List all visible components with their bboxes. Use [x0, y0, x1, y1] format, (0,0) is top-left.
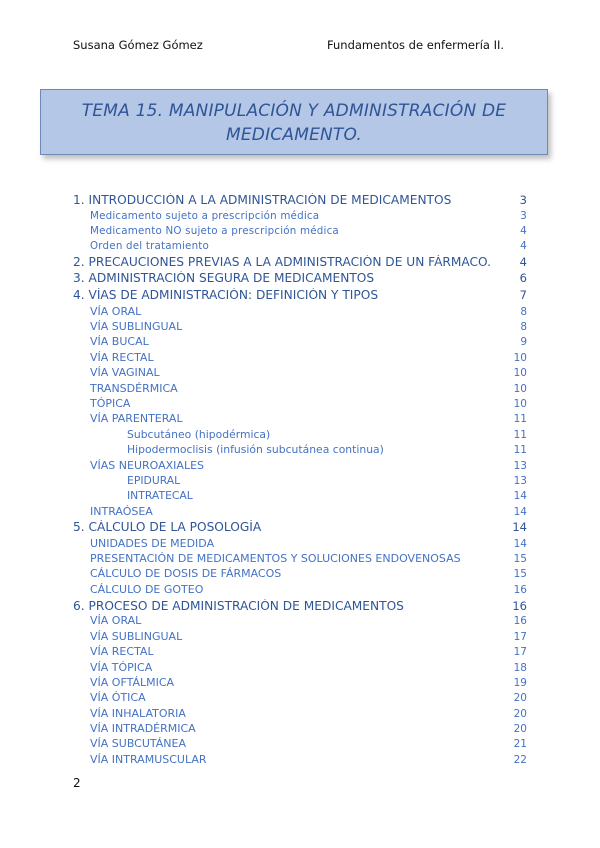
title-line-2: MEDICAMENTO. — [225, 125, 363, 145]
toc-entry-label: 6. PROCESO DE ADMINISTRACIÓN DE MEDICAMENTOS — [73, 599, 404, 613]
toc-entry-page: 13 — [513, 475, 527, 487]
toc-entry[interactable] — [127, 474, 527, 487]
toc-entry[interactable] — [90, 737, 527, 750]
toc-entry-label: VÍA ÓTICA — [90, 691, 146, 704]
toc-entry[interactable] — [90, 505, 527, 518]
toc-entry-label: VÍA RECTAL — [90, 645, 154, 658]
toc-entry-page: 9 — [520, 336, 527, 348]
toc-entry-label: VÍA PARENTERAL — [90, 412, 183, 425]
toc-entry-label: VÍA VAGINAL — [90, 366, 160, 379]
toc-entry-label: VÍA INTRADÉRMICA — [90, 722, 196, 735]
toc-entry-page: 6 — [519, 271, 527, 285]
toc-entry-label: TÓPICA — [90, 397, 131, 410]
toc-entry-page: 3 — [519, 193, 527, 207]
toc-entry-label: VÍA SUBLINGUAL — [90, 630, 183, 643]
toc-entry-label: VÍA RECTAL — [90, 351, 154, 364]
toc-entry-page: 3 — [520, 210, 527, 222]
toc-entry-page: 14 — [513, 538, 527, 550]
toc-entry[interactable] — [90, 552, 527, 565]
toc-entry-page: 15 — [513, 568, 527, 580]
toc-entry[interactable] — [90, 382, 527, 395]
toc-entry[interactable] — [90, 210, 527, 222]
toc-entry[interactable] — [127, 428, 527, 441]
toc-entry[interactable] — [73, 271, 527, 285]
toc-entry[interactable] — [90, 412, 527, 425]
toc-entry-page: 20 — [513, 708, 527, 720]
toc-entry[interactable] — [90, 691, 527, 704]
toc-entry-page: 20 — [513, 692, 527, 704]
toc-entry-page: 11 — [513, 413, 527, 425]
toc-entry-page: 19 — [513, 677, 527, 689]
toc-entry-page: 20 — [513, 723, 527, 735]
toc-entry-page: 8 — [520, 306, 527, 318]
toc-entry[interactable] — [73, 599, 527, 613]
toc-entry[interactable] — [90, 366, 527, 379]
toc-entry[interactable] — [90, 567, 527, 580]
toc-entry[interactable] — [90, 240, 527, 252]
toc-entry[interactable] — [90, 305, 527, 318]
toc-entry-page: 4 — [520, 225, 527, 237]
toc-entry-page: 14 — [513, 506, 527, 518]
header-course: Fundamentos de enfermería II. — [327, 38, 505, 52]
toc-entry[interactable] — [90, 630, 527, 643]
toc-entry[interactable] — [90, 397, 527, 410]
toc-entry-page: 4 — [520, 240, 527, 252]
toc-entry[interactable] — [90, 614, 527, 627]
toc-entry-page: 11 — [513, 429, 527, 441]
toc-entry-page: 10 — [513, 352, 527, 364]
toc-entry-page: 11 — [513, 444, 527, 456]
header-author: Susana Gómez Gómez — [73, 38, 203, 52]
toc-entry-label: VÍA OFTÁLMICA — [90, 676, 175, 689]
toc-entry[interactable] — [90, 537, 527, 550]
toc-entry-page: 14 — [512, 520, 527, 534]
toc-entry[interactable] — [90, 225, 527, 237]
toc-entry-label: Hipodermoclisis (infusión subcutánea continua) — [127, 443, 384, 456]
toc-entry-label: EPIDURAL — [127, 474, 181, 487]
toc-entry-page: 7 — [519, 288, 527, 302]
page-number: 2 — [73, 776, 81, 790]
toc-entry[interactable] — [90, 335, 527, 348]
toc-entry-page: 15 — [513, 553, 527, 565]
toc-entry[interactable] — [73, 255, 527, 269]
toc-entry-label: 5. CÁLCULO DE LA POSOLOGÍA — [73, 520, 262, 534]
toc-entry-label: VÍA TÓPICA — [90, 661, 153, 674]
toc-entry[interactable] — [73, 288, 527, 302]
toc-entry-label: VÍA ORAL — [90, 305, 142, 318]
toc-entry[interactable] — [90, 351, 527, 364]
toc-entry-page: 16 — [512, 599, 527, 613]
toc-entry-label: CÁLCULO DE GOTEO — [90, 583, 204, 596]
toc-entry-page: 10 — [513, 398, 527, 410]
toc-entry-page: 14 — [513, 490, 527, 502]
toc-entry[interactable] — [90, 753, 527, 766]
toc-entry[interactable] — [73, 520, 527, 534]
toc-entry-page: 8 — [520, 321, 527, 333]
toc-entry-label: INTRATECAL — [127, 489, 193, 502]
toc-entry-label: Subcutáneo (hipodérmica) — [127, 428, 271, 441]
toc-entry-label: VÍA ORAL — [90, 614, 142, 627]
toc-entry[interactable] — [127, 489, 527, 502]
toc-entry[interactable] — [90, 661, 527, 674]
toc-entry[interactable] — [90, 459, 527, 472]
toc-entry-page: 10 — [513, 383, 527, 395]
toc-entry-page: 21 — [513, 738, 527, 750]
toc-entry-page: 4 — [519, 255, 527, 269]
toc-entry-page: 13 — [513, 460, 527, 472]
toc-entry-label: 1. INTRODUCCIÓN A LA ADMINISTRACIÓN DE MEDICAMENTOS — [73, 193, 452, 207]
toc-entry-label: VÍA SUBCUTÁNEA — [90, 737, 187, 750]
toc-entry-label: INTRAÓSEA — [90, 505, 153, 518]
toc-entry-label: VÍAS NEUROAXIALES — [90, 459, 205, 472]
toc-entry-label: CÁLCULO DE DOSIS DE FÁRMACOS — [90, 567, 282, 580]
toc-entry[interactable] — [90, 722, 527, 735]
toc-entry-label: UNIDADES DE MEDIDA — [90, 537, 215, 550]
toc-entry-page: 22 — [513, 754, 527, 766]
toc-entry-page: 16 — [513, 615, 527, 627]
toc-entry[interactable] — [90, 320, 527, 333]
title-banner — [40, 89, 548, 155]
toc-entry-label: PRESENTACIÓN DE MEDICAMENTOS Y SOLUCIONES ENDOVENOSAS — [90, 552, 461, 565]
toc-entry-label: Medicamento NO sujeto a prescripción médica — [90, 225, 339, 237]
toc-entry-label: VÍA INHALATORIA — [90, 707, 186, 720]
toc-entry[interactable] — [90, 583, 527, 596]
toc-entry-label: 3. ADMINISTRACIÓN SEGURA DE MEDICAMENTOS — [73, 271, 375, 285]
title-line-1: TEMA 15. MANIPULACIÓN Y ADMINISTRACIÓN DE — [81, 101, 507, 121]
toc-entry[interactable] — [90, 645, 527, 658]
toc-entry-label: VÍA SUBLINGUAL — [90, 320, 183, 333]
toc-entry-label: TRANSDÉRMICA — [90, 382, 178, 395]
toc-entry-label: VÍA INTRAMUSCULAR — [90, 753, 207, 766]
toc-entry[interactable] — [73, 193, 527, 207]
toc-entry-page: 10 — [513, 367, 527, 379]
toc-entry[interactable] — [127, 443, 527, 456]
toc-entry-label: 2. PRECAUCIONES PREVIAS A LA ADMINISTRACIÓN DE UN FÁRMACO. — [73, 255, 491, 269]
toc-entry-label: VÍA BUCAL — [90, 335, 149, 348]
toc-entry-page: 17 — [513, 646, 527, 658]
toc-entry-page: 16 — [513, 584, 527, 596]
toc-entry-label: Medicamento sujeto a prescripción médica — [90, 210, 320, 222]
toc-entry[interactable] — [90, 707, 527, 720]
toc-entry-page: 18 — [513, 662, 527, 674]
toc-entry-label: 4. VÍAS DE ADMINISTRACIÓN: DEFINICIÓN Y TIPOS — [73, 288, 379, 302]
toc-entry-page: 17 — [513, 631, 527, 643]
toc-entry-label: Orden del tratamiento — [90, 240, 210, 252]
toc-entry[interactable] — [90, 676, 527, 689]
